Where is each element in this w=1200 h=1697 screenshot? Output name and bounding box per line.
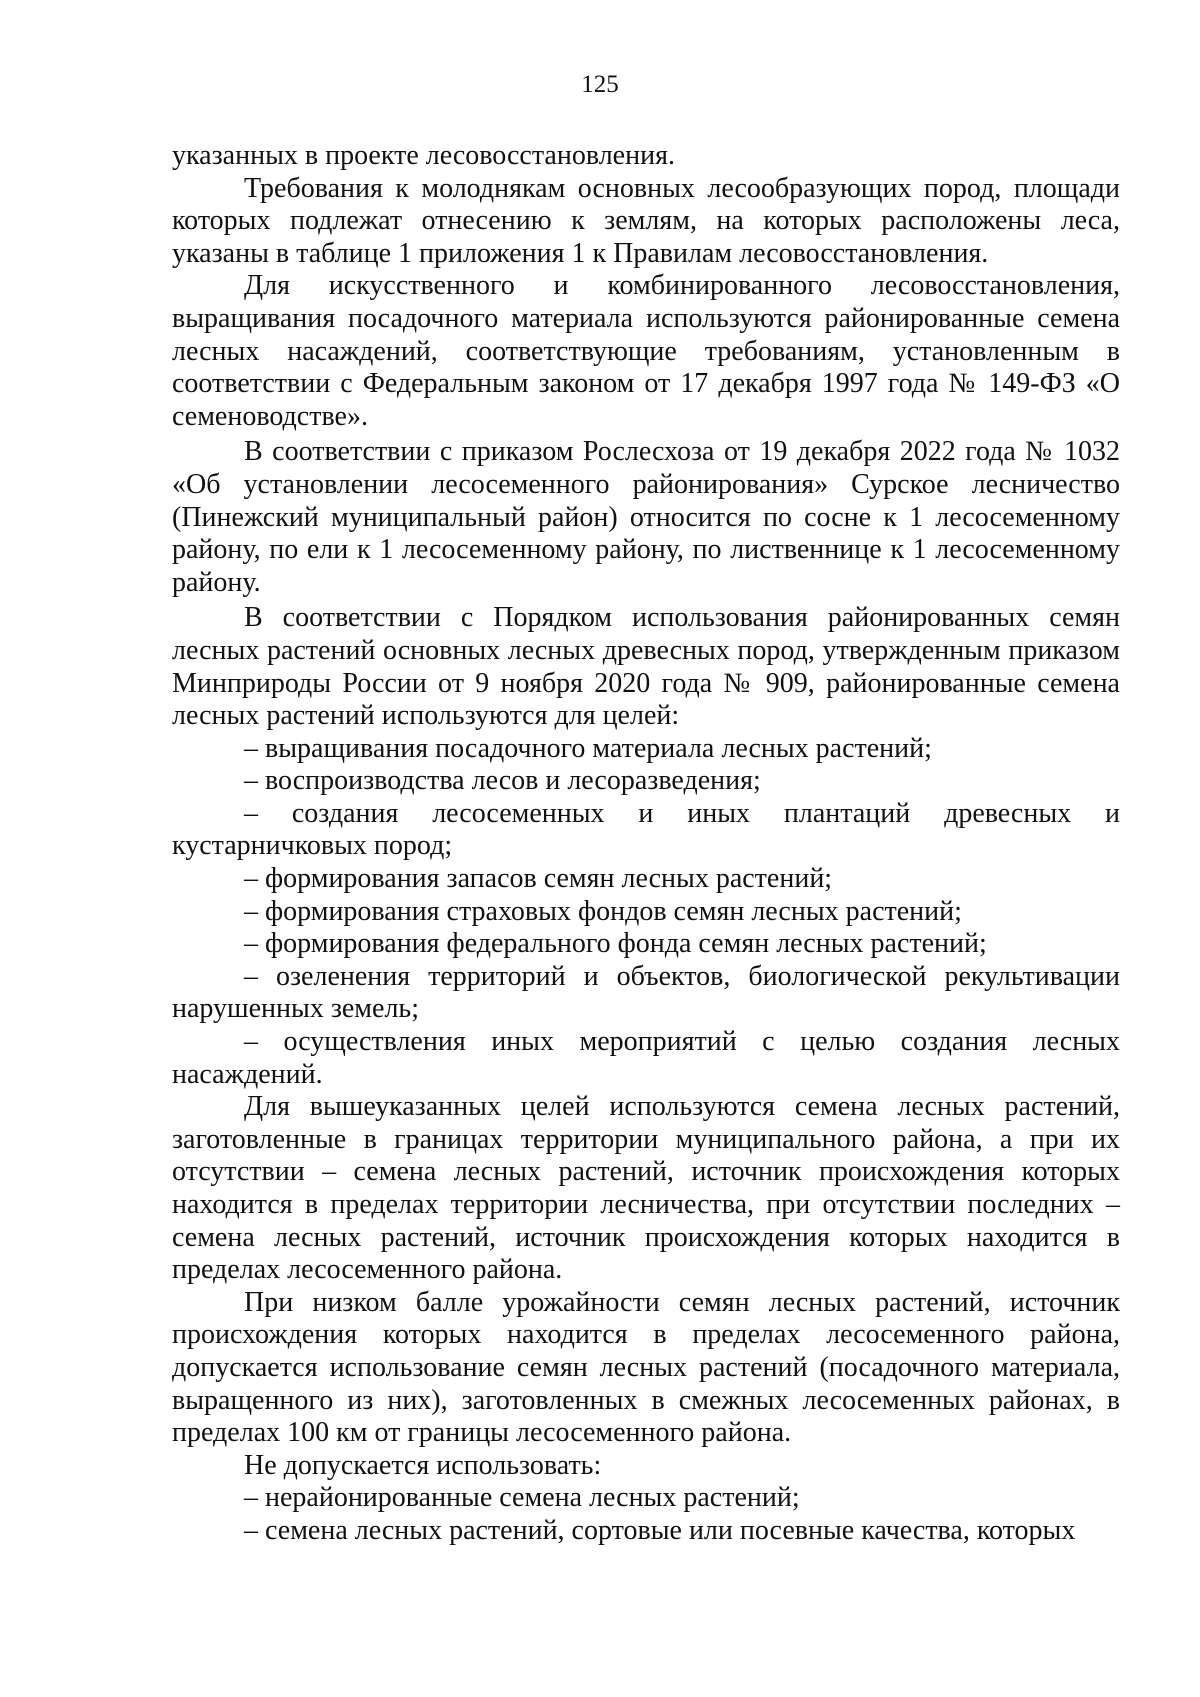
paragraph-usage-procedure: В соответствии с Порядком использования районированных семян лесных растений основных лесных древесных пород, утвержденным приказом Минприроды России от 9 ноября 2020 года № 909, районированные семена лесных растений используются для целей: [172, 602, 1120, 732]
document-body [172, 140, 1120, 1548]
list-item: – воспроизводства лесов и лесоразведения; [244, 765, 761, 797]
paragraph-zoning-order: В соответствии с приказом Рослесхоза от 19 декабря 2022 года № 1032 «Об установлении лесосеменного районирования» Сурское лесничество (Пинежский муниципальный район) относится по сосне к 1 лесосеменному району, по ели к 1 лесосеменному району, по лиственнице к 1 лесосеменному району. [172, 436, 1120, 598]
paragraph-low-yield: При низком балле урожайности семян лесных растений, источник происхождения которых находится в пределах лесосеменного района, допускается использование семян лесных растений (посадочного материала, выращенного из них), заготовленных в смежных лесосеменных районах, в пределах 100 км от границы лесосеменного района. [172, 1286, 1120, 1449]
paragraph-seed-sources: Для вышеуказанных целей используются семена лесных растений, заготовленные в границах территории муниципального района, а при их отсутствии – семена лесных растений, источник происхождения которых находится в пределах территории лесничества, при отсутствии последних – семена лесных растений, источник происхождения которых находится в пределах лесосеменного района. [172, 1091, 1120, 1286]
list-item: – выращивания посадочного материала лесных растений; [244, 732, 932, 764]
paragraph-seeds-law: Для искусственного и комбинированного лесовосстановления, выращивания посадочного материала используются районированные семена лесных насаждений, соответствующие требованиям, установленным в соответствии с Федеральным законом от 17 декабря 1997 года № 149-ФЗ «О семеноводстве». [172, 270, 1120, 432]
list-item: – нерайонированные семена лесных растений; [244, 1482, 800, 1514]
paragraph-continuation: указанных в проекте лесовосстановления. [172, 140, 675, 171]
paragraph-prohibited-heading: Не допускается использовать: [244, 1449, 602, 1481]
list-item: – озеленения территорий и объектов, биологической рекультивации нарушенных земель; [172, 960, 1120, 1025]
list-item: – осуществления иных мероприятий с целью создания лесных насаждений. [172, 1026, 1120, 1090]
list-item: – семена лесных растений, сортовые или посевные качества, которых [244, 1514, 1076, 1546]
list-item: – формирования запасов семян лесных растений; [244, 863, 833, 895]
list-item: – создания лесосеменных и иных плантаций древесных и кустарничковых пород; [172, 797, 1120, 862]
list-item: – формирования федерального фонда семян лесных растений; [244, 928, 987, 960]
page-number: 125 [581, 71, 619, 98]
paragraph-requirements: Требования к молоднякам основных лесообразующих пород, площади которых подлежат отнесению к землям, на которых расположены леса, указаны в таблице 1 приложения 1 к Правилам лесовосстановления. [172, 172, 1120, 269]
list-item: – формирования страховых фондов семян лесных растений; [244, 895, 962, 927]
